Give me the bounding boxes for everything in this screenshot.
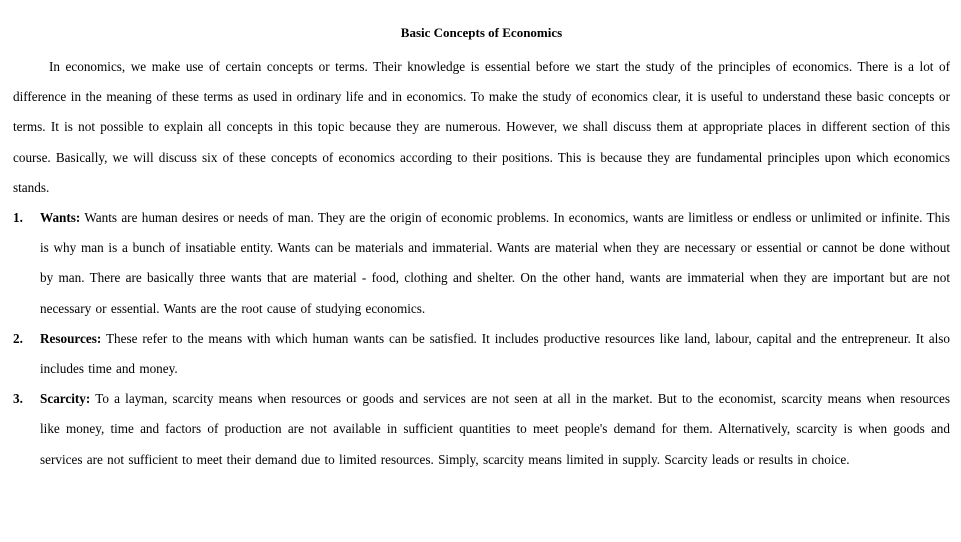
list-item-scarcity <box>13 384 950 475</box>
list-item-term: Wants: <box>40 210 81 226</box>
list-item-text: To a layman, scarcity means when resources or goods and services are not seen at all in the market. But to the economist, scarcity means when resources like money, time and factors of production are not available in sufficient quantities to meet people's demand for them. Alternatively, scarcity is when goods and services are not sufficient to meet their demand due to limited resources. Simply, scarcity means limited in supply. Scarcity leads or results in choice. <box>40 391 950 467</box>
concepts-list <box>13 203 950 475</box>
list-item-term: Scarcity: <box>40 391 91 407</box>
intro-paragraph: In economics, we make use of certain concepts or terms. Their knowledge is essential before we start the study of the principles of economics. There is a lot of difference in the meaning of these terms as used in ordinary life and in economics. To make the study of economics clear, it is useful to understand these basic concepts or terms. It is not possible to explain all concepts in this topic because they are numerous. However, we shall discuss them at appropriate places in different section of this course. Basically, we will discuss six of these concepts of economics according to their positions. This is because they are fundamental principles upon which economics stands. <box>13 59 950 195</box>
list-item-number: 3. <box>13 391 23 407</box>
list-item-term: Resources: <box>40 330 102 346</box>
list-item-resources <box>13 324 950 384</box>
list-item-text: Wants are human desires or needs of man. They are the origin of economic problems. In economics, wants are limitless or endless or unlimited or infinite. This is why man is a bunch of insatiable entity. Wants can be materials and immaterial. Wants are material when they are necessary or essential or cannot be done without by man. There are basically three wants that are material - food, clothing and shelter. On the other hand, wants are immaterial when they are important but are not necessary or essential. Wants are the root cause of studying economics. <box>40 210 950 316</box>
list-item-number: 2. <box>13 330 23 346</box>
list-item-number: 1. <box>13 210 23 226</box>
document-title: Basic Concepts of Economics <box>400 25 563 40</box>
list-item-text: These refer to the means with which human wants can be satisfied. It includes productive resources like land, labour, capital and the entrepreneur. It also includes time and money. <box>40 330 950 377</box>
list-item-wants <box>13 203 950 324</box>
